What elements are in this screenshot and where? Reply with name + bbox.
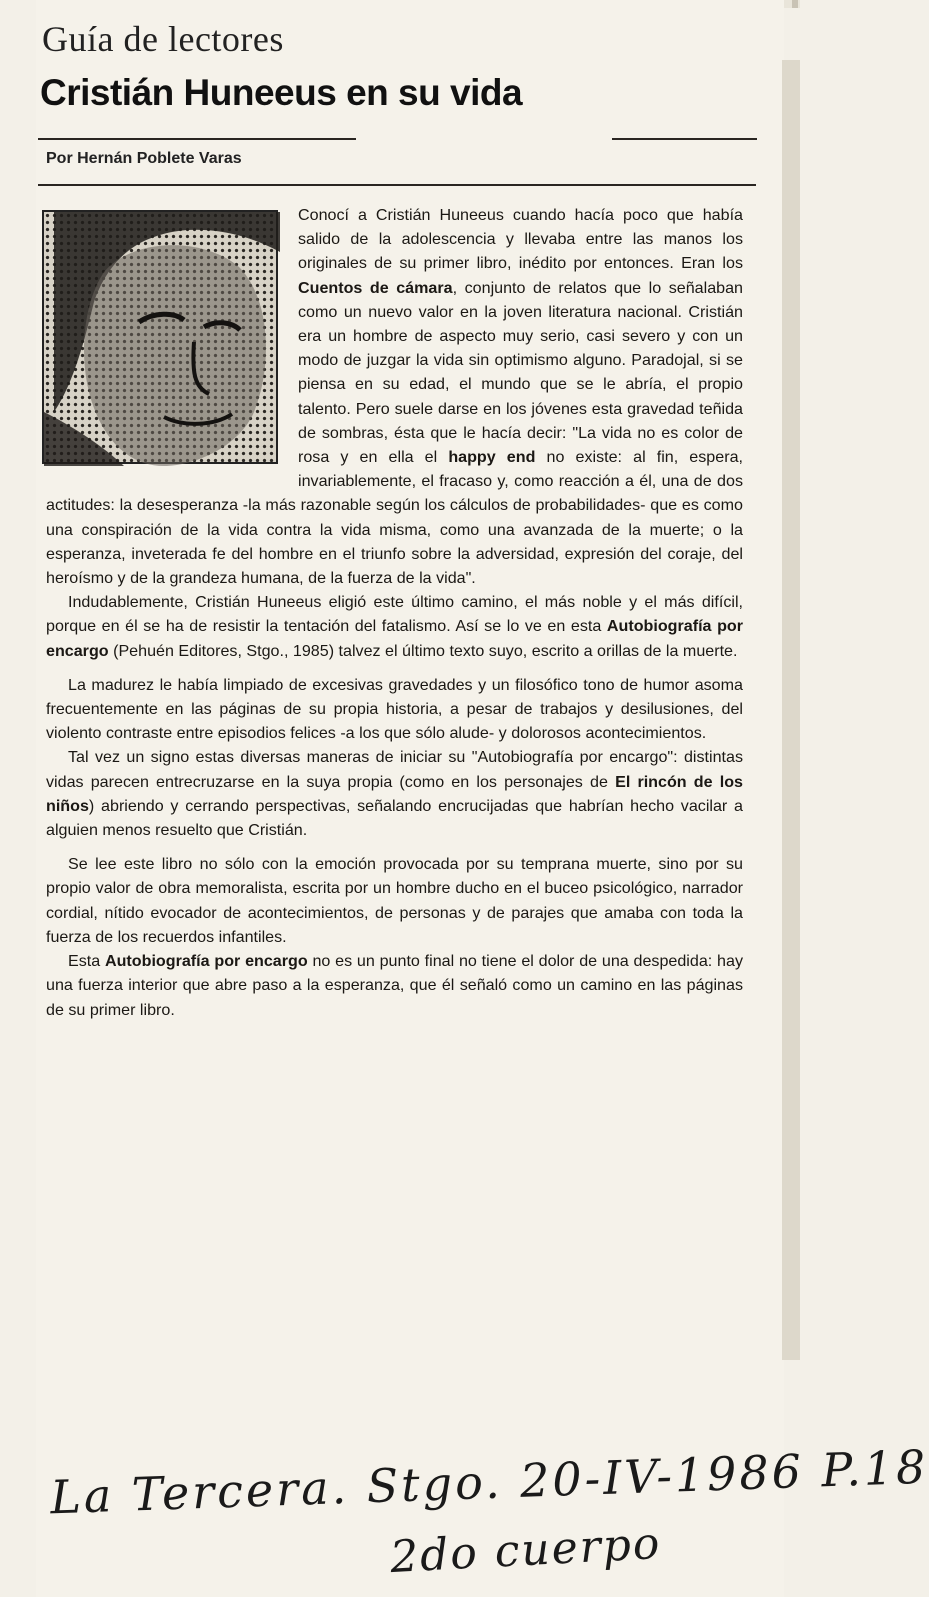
text-run: no es un punto final no tiene el dolor de una despedida: hay una fuerza interior que abre paso a la esperanza, que él señaló como un camino en las páginas de su primer libro.	[46, 952, 743, 1019]
header-rule-left	[38, 138, 356, 140]
handwritten-annotation	[49, 1439, 929, 1595]
text-run: Esta	[68, 952, 105, 971]
paragraph-6	[46, 949, 743, 1022]
paragraph-2	[46, 590, 743, 663]
text-run: Conocí a Cristián Huneeus cuando hacía poco que había salido de la adolescencia y llevaba entre las manos los originales de su primer libro, inédito por entonces. Eran los	[298, 206, 743, 273]
text-run: (Pehuén Editores, Stgo., 1985) talvez el último texto suyo, escrito a orillas de la muerte.	[108, 641, 738, 660]
text-run: La madurez le había limpiado de excesivas gravedades y un filosófico tono de humor asoma frecuentemente en las páginas de su propia historia, a pesar de trabajos y desilusiones, del violento contraste entre episodios felices -a los que sólo alude- y dolorosos acontecimientos.	[46, 675, 743, 743]
handwritten-section-line: 2do cuerpo	[388, 1517, 663, 1584]
emphasized-text: Autobiografía por encargo	[104, 952, 308, 971]
text-run: Indudablemente, Cristián Huneeus eligió este último camino, el más noble y el más difícil, porque en él se ha de resistir la tentación del fatalismo. Así se lo ve en esta	[46, 593, 743, 636]
paragraph-5	[46, 852, 743, 949]
text-run: , conjunto de relatos que lo señalaban como un nuevo valor en la joven literatura nacional. Cristián era un hombre de aspecto muy serio, casi severo y con un modo de juzgar la vida sin optimismo alguno. Paradojal, si se piensa en su edad, el mundo que se le abría, el propio talento. Pero suele darse en los jóvenes esta gravedad teñida de sombras, ésta que le hacía decir: "La vida no es color de rosa y en ella el	[298, 278, 743, 467]
article-headline: Cristián Huneeus en su vida	[40, 72, 523, 113]
text-run: ) abriendo y cerrando perspectivas, señalando encrucijadas que habrían hecho vacilar a alguien menos resuelto que Cristián.	[46, 796, 743, 840]
text-run: no existe: al fin, espera, invariablemente, el fracaso y, como reacción a él, una de dos actitudes: la desesperanza -la más razonable según los cálculos de probabilidades- que es como una conspiración de la vida contra la vida misma, como una avanzada de la muerte; o la esperanza, inveterada fe del hombre en el triunfo sobre la adversidad, expresión del coraje, del heroísmo y de la grandeza humana, de la fuerza de la vida".	[46, 448, 743, 588]
paragraph-4	[46, 745, 743, 842]
section-kicker: Guía de lectores	[42, 19, 284, 59]
clipping-right-edge	[782, 60, 800, 1360]
photo-wrap-space	[46, 203, 298, 471]
handwritten-source-line: La Tercera. Stgo. 20-IV-1986 P.18	[49, 1439, 929, 1525]
byline-rule	[38, 184, 756, 186]
byline: Por Hernán Poblete Varas	[46, 150, 242, 167]
article-body	[46, 203, 743, 1453]
emphasized-text: Cuentos de cámara	[298, 278, 453, 297]
paragraph-3	[46, 673, 743, 746]
emphasized-text: happy end	[448, 448, 536, 467]
text-run: Se lee este libro no sólo con la emoción provocada por su temprana muerte, sino por su propio valor de obra memoralista, escrita por un hombre ducho en el buceo psicológico, narrador cordial, nítido evocador de acontecimientos, de personas y de parajes que amaba con toda la fuerza de los recuerdos infantiles.	[46, 855, 743, 946]
header-rule-right	[612, 138, 757, 140]
emphasized-text: Autobiografía por encargo	[46, 617, 743, 660]
text-run: Tal vez un signo estas diversas maneras de iniciar su "Autobiografía por encargo": distintas vidas parecen entrecruzarse en la suya propia (como en los personajes de	[46, 748, 743, 791]
emphasized-text: El rincón de los niños	[46, 772, 743, 815]
